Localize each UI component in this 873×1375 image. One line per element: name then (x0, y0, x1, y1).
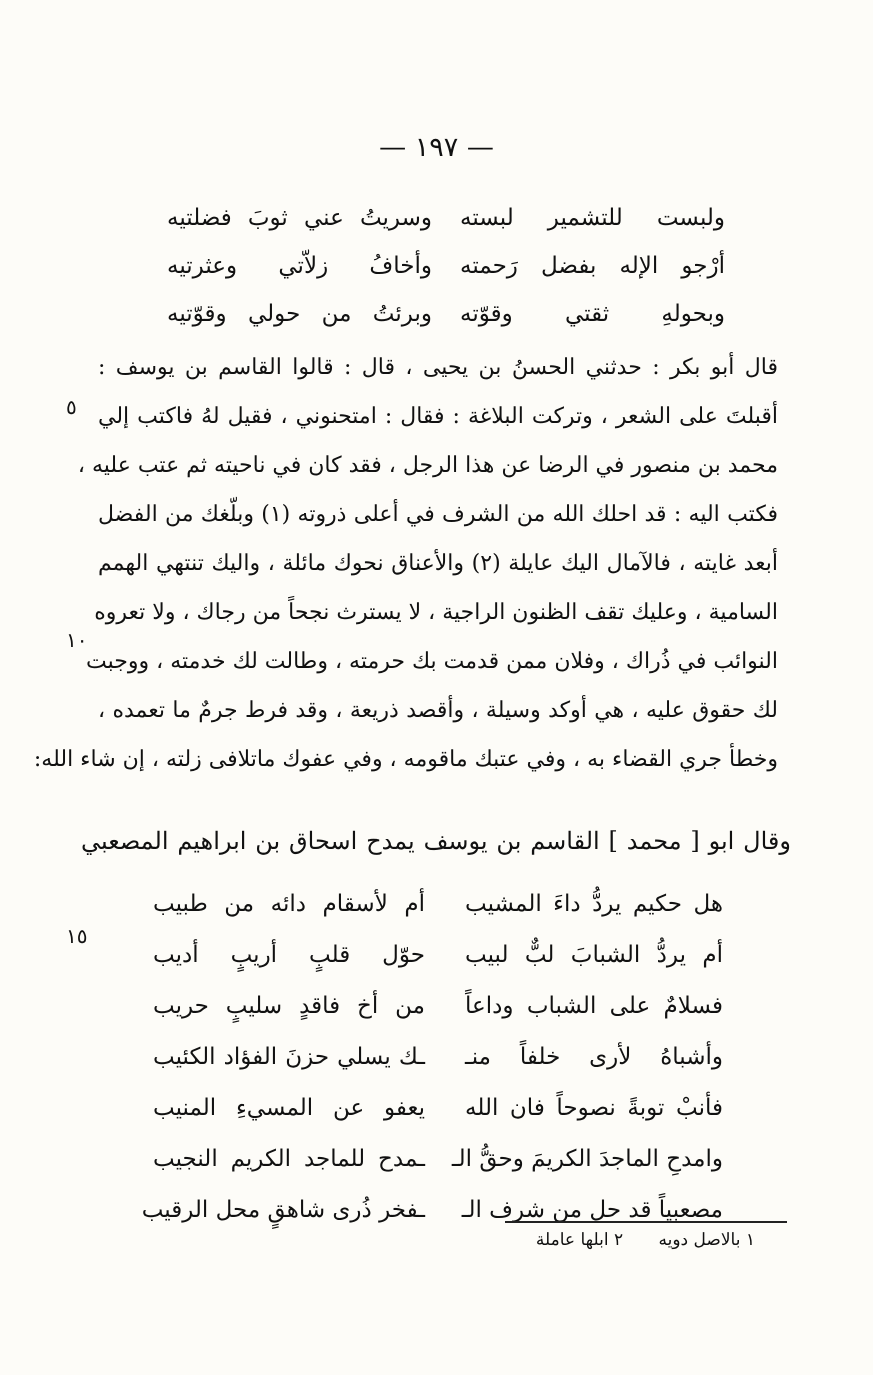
verse-line (153, 1031, 723, 1082)
verse-first-hemistich: أرْجو الإله بفضل رَحمته (460, 253, 725, 279)
verse-second-hemistich: ـمدح للماجد الكريم النجيب (153, 1145, 425, 1172)
verse-first-hemistich: ولبست للتشمير لبسته (460, 205, 725, 231)
verse-first-hemistich: هل حكيم يردُّ داءَ المشيب (465, 890, 723, 917)
verse-first-hemistich: مصعبياً قد حل من شرف الـ (461, 1196, 723, 1223)
poem-heading: وقال ابو [ محمد ] القاسم بن يوسف يمدح اسحاق بن ابراهيم المصعبي (81, 827, 791, 855)
prose-line: فكتب اليه : قد احلك الله من الشرف في أعلى ذروته (١) وبلّغك من الفضل (98, 502, 778, 527)
verse-second-hemistich: ـفخر ذُرى شاهقٍ محل الرقيب (141, 1196, 425, 1223)
verse-line (141, 1184, 723, 1235)
verse-second-hemistich: أم لأسقام دائه من طبيب (153, 890, 425, 917)
verse-block-bottom (141, 878, 723, 1235)
margin-line-number: ١٠ (66, 628, 88, 652)
verse-second-hemistich: وأخافُ زلاّتي وعثرتيه (167, 253, 432, 279)
verse-second-hemistich: من أخ فاقدٍ سليبٍ حريب (153, 992, 425, 1019)
verse-second-hemistich: حوّل قلبٍ أريبٍ أديب (153, 941, 425, 968)
page-number: — ١٩٧ — (379, 132, 494, 163)
verse-line (167, 290, 725, 338)
verse-second-hemistich: ـك يسلي حزنَ الفؤاد الكئيب (153, 1043, 425, 1070)
prose-line: النوائب في ذُراك ، وفلان ممن قدمت بك حرمته ، وطالت لك خدمته ، ووجبت (86, 649, 778, 674)
verse-second-hemistich: وبرئتُ من حولي وقوّتيه (167, 301, 432, 327)
verse-first-hemistich: وأشباهُ لأرى خلفاً منـ (465, 1043, 723, 1070)
prose-line: أبعد غايته ، فالآمال اليك عايلة (٢) والأعناق نحوك مائلة ، واليك تنتهي الهمم (98, 551, 778, 576)
verse-first-hemistich: فأنبْ توبةً نصوحاً فان الله (465, 1094, 723, 1121)
verse-first-hemistich: وبحولهِ ثقتي وقوّته (460, 301, 725, 327)
verse-first-hemistich: فسلامٌ على الشباب وداعاً (465, 992, 723, 1019)
prose-line: لك حقوق عليه ، هي أوكد وسيلة ، وأقصد ذريعة ، وقد فرط جرمٌ ما تعمده ، (98, 698, 778, 723)
prose-line: قال أبو بكر : حدثني الحسنُ بن يحيى ، قال : قالوا القاسم بن يوسف : (98, 355, 778, 380)
footnotes (506, 1230, 755, 1250)
verse-block-top (167, 194, 725, 338)
prose-line: محمد بن منصور في الرضا عن هذا الرجل ، فقد كان في ناحيته ثم عتب عليه ، (77, 453, 778, 478)
verse-first-hemistich: أم يردُّ الشبابَ لبٌّ لبيب (465, 941, 723, 968)
prose-line: وخطأ جري القضاء به ، وفي عتبك ماقومه ، وفي عفوك ماتلافى زلته ، إن شاء الله: (33, 747, 778, 772)
verse-line (153, 980, 723, 1031)
verse-first-hemistich: وامدحِ الماجدَ الكريمَ وحقُّ الـ (451, 1145, 723, 1172)
verse-line (153, 929, 723, 980)
footnote: ٢ ابلها عاملة (535, 1230, 624, 1250)
margin-line-number: ٥ (66, 395, 77, 419)
prose-line: السامية ، وعليك تقف الظنون الراجية ، لا يسترث نجحاً من رجاك ، ولا تعروه (94, 600, 778, 625)
verse-line (153, 878, 723, 929)
margin-line-number: ١٥ (66, 924, 88, 948)
prose-line: أقبلتَ على الشعر ، وتركت البلاغة : فقال : امتحنوني ، فقيل لهُ فاكتب إلي (98, 404, 778, 429)
footnote: ١ بالاصل دويه (658, 1230, 755, 1250)
footnote-divider (505, 1221, 787, 1223)
verse-line (167, 242, 725, 290)
verse-line (167, 194, 725, 242)
verse-line (153, 1082, 723, 1133)
verse-line (153, 1133, 723, 1184)
verse-second-hemistich: وسريتُ عني ثوبَ فضلتيه (167, 205, 432, 231)
verse-second-hemistich: يعفو عن المسيءِ المنيب (153, 1094, 425, 1121)
